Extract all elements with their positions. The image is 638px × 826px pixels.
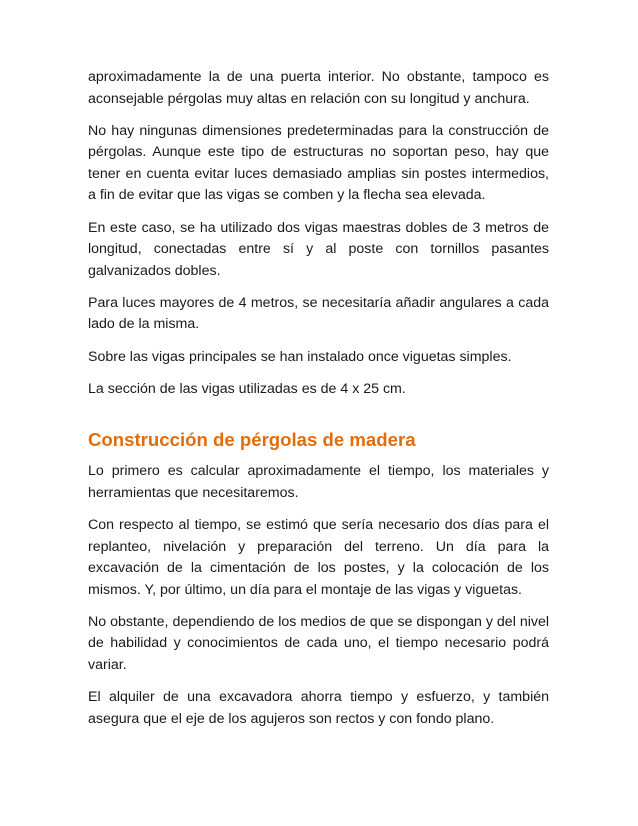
paragraph: Con respecto al tiempo, se estimó que sería necesario dos días para el replanteo, nivelación y preparación del terreno. Un día para la excavación de la cimentación de los postes, y la colocación de los mismos. Y, por último, un día para el montaje de las vigas y viguetas. bbox=[88, 516, 549, 598]
paragraph: No obstante, dependiendo de los medios de que se dispongan y del nivel de habilidad y conocimientos de cada uno, el tiempo necesario podrá variar. bbox=[88, 613, 549, 673]
paragraph: En este caso, se ha utilizado dos vigas maestras dobles de 3 metros de longitud, conectadas entre sí y al poste con tornillos pasantes galvanizados dobles. bbox=[88, 219, 549, 279]
paragraph: El alquiler de una excavadora ahorra tiempo y esfuerzo, y también asegura que el eje de los agujeros son rectos y con fondo plano. bbox=[88, 689, 549, 727]
paragraph: La sección de las vigas utilizadas es de 4 x 25 cm. bbox=[88, 380, 406, 397]
paragraph: aproximadamente la de una puerta interior. No obstante, tampoco es aconsejable pérgolas muy altas en relación con su longitud y anchura. bbox=[88, 69, 549, 107]
document-page bbox=[88, 67, 549, 741]
paragraph: No hay ningunas dimensiones predeterminadas para la construcción de pérgolas. Aunque este tipo de estructuras no soportan peso, hay que tener en cuenta evitar luces demasiado amplias sin postes intermedios, a fin de evitar que las vigas se comben y la flecha sea elevada. bbox=[88, 122, 549, 204]
section-heading: Construcción de pérgolas de madera bbox=[88, 429, 416, 451]
paragraph: Lo primero es calcular aproximadamente el tiempo, los materiales y herramientas que necesitaremos. bbox=[88, 463, 549, 501]
paragraph: Para luces mayores de 4 metros, se necesitaría añadir angulares a cada lado de la misma. bbox=[88, 294, 549, 333]
paragraph: Sobre las vigas principales se han instalado once viguetas simples. bbox=[88, 348, 512, 365]
